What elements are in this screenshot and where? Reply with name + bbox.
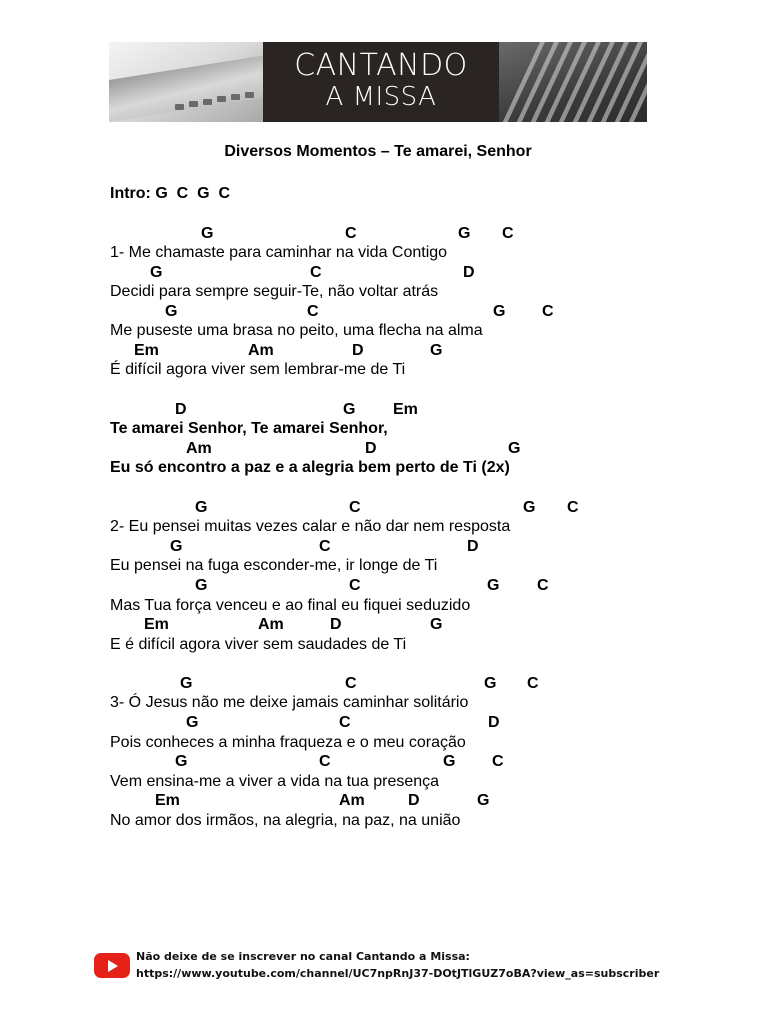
lyric-line: Vem ensina-me a viver a vida na tua presença [110, 773, 440, 790]
header-banner [109, 42, 647, 122]
chord: Em [134, 342, 159, 359]
chord: G [458, 225, 471, 242]
chord: C [307, 303, 319, 320]
chorus-line: Eu só encontro a paz e a alegria bem perto de Ti (2x) [110, 459, 510, 476]
lyric-line: 1- Me chamaste para caminhar na vida Contigo [110, 244, 448, 261]
youtube-icon[interactable] [94, 953, 130, 978]
lyric-line: Mas Tua força venceu e ao final eu fiquei seduzido [110, 597, 471, 614]
chord: G [477, 792, 490, 809]
chord: Em [155, 792, 180, 809]
chord: G [523, 499, 536, 516]
keyboard-photo-left [109, 42, 263, 122]
lyric-line: No amor dos irmãos, na alegria, na paz, na união [110, 812, 461, 829]
chord: C [492, 753, 504, 770]
chord: C [310, 264, 322, 281]
chord: G [165, 303, 178, 320]
chord: D [463, 264, 475, 281]
chord: C [319, 538, 331, 555]
lyric-line: Pois conheces a minha fraqueza e o meu coração [110, 734, 466, 751]
lyric-line: E é difícil agora viver sem saudades de Ti [110, 636, 407, 653]
chord: G [343, 401, 356, 418]
chord: G [175, 753, 188, 770]
chord: Em [393, 401, 418, 418]
chord: D [175, 401, 187, 418]
chord: C [339, 714, 351, 731]
lyric-line: 2- Eu pensei muitas vezes calar e não dar nem resposta [110, 518, 511, 535]
chord: D [352, 342, 364, 359]
logo-line-2: A MISSA [325, 82, 437, 112]
chord: C [527, 675, 539, 692]
chord: Am [248, 342, 274, 359]
chord: C [319, 753, 331, 770]
chord: G [487, 577, 500, 594]
chord: G [150, 264, 163, 281]
subscribe-note [136, 948, 659, 982]
chord: G [493, 303, 506, 320]
song-title: Diversos Momentos – Te amarei, Senhor [224, 143, 532, 160]
chord: G [180, 675, 193, 692]
subscribe-text: Não deixe de se inscrever no canal Cantando a Missa: [136, 950, 470, 963]
piano-keys-photo [499, 42, 647, 122]
logo-line-1: CANTANDO [294, 48, 468, 83]
intro-chords: Intro: G C G C [110, 185, 230, 202]
chord: G [430, 616, 443, 633]
chord: C [345, 225, 357, 242]
play-icon [108, 960, 118, 972]
chord: C [349, 499, 361, 516]
lyric-line: Eu pensei na fuga esconder-me, ir longe de Ti [110, 557, 438, 574]
channel-link[interactable]: https://www.youtube.com/channel/UC7npRnJ37-DOtJTlGUZ7oBA?view_as=subscriber [136, 967, 660, 980]
chord: D [365, 440, 377, 457]
chord: G [508, 440, 521, 457]
chord: G [201, 225, 214, 242]
chord: D [330, 616, 342, 633]
chord: G [195, 499, 208, 516]
chord: C [567, 499, 579, 516]
chord: G [484, 675, 497, 692]
channel-logo [263, 42, 499, 122]
chord: G [170, 538, 183, 555]
lyric-line: Me puseste uma brasa no peito, uma flecha na alma [110, 322, 483, 339]
chord: C [345, 675, 357, 692]
chord: C [542, 303, 554, 320]
chord: D [488, 714, 500, 731]
lyric-line: Decidi para sempre seguir-Te, não voltar atrás [110, 283, 439, 300]
chord: Am [339, 792, 365, 809]
chord: C [537, 577, 549, 594]
chord: C [349, 577, 361, 594]
chord: Am [258, 616, 284, 633]
chord: D [467, 538, 479, 555]
lyric-line: 3- Ó Jesus não me deixe jamais caminhar solitário [110, 694, 469, 711]
lyric-line: É difícil agora viver sem lembrar-me de Ti [110, 361, 406, 378]
chord: G [195, 577, 208, 594]
chord: Em [144, 616, 169, 633]
chord: Am [186, 440, 212, 457]
chord: C [502, 225, 514, 242]
chorus-line: Te amarei Senhor, Te amarei Senhor, [110, 420, 388, 437]
chord: G [430, 342, 443, 359]
chord: G [443, 753, 456, 770]
chord: D [408, 792, 420, 809]
chord: G [186, 714, 199, 731]
